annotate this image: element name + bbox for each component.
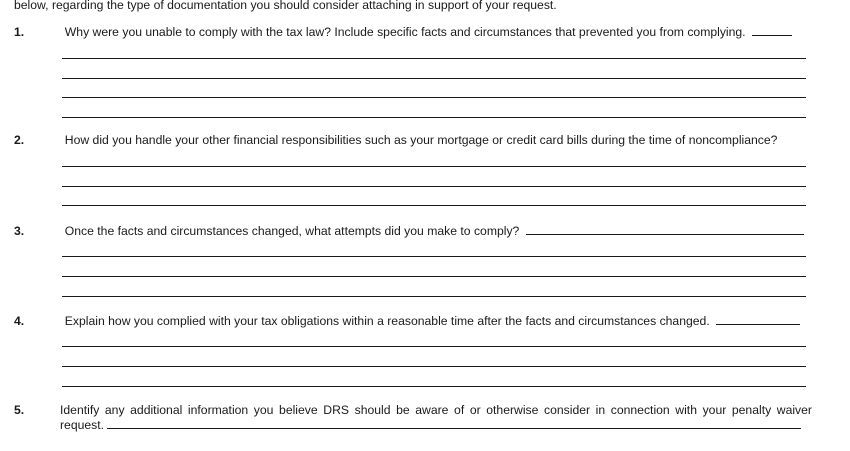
answer-blank-inline[interactable]: [752, 34, 792, 36]
question-number: 4.: [14, 314, 25, 328]
answer-blank-inline[interactable]: [526, 233, 804, 235]
question-number: 2.: [14, 133, 25, 147]
question-2: [14, 133, 777, 147]
answer-line-1c[interactable]: [62, 97, 806, 98]
answer-line-2c[interactable]: [62, 205, 806, 206]
intro-text: below, regarding the type of documentation you should consider attaching in support of your request.: [14, 0, 557, 12]
answer-line-4b[interactable]: [62, 366, 806, 367]
answer-line-1a[interactable]: [62, 58, 806, 59]
answer-line-3b[interactable]: [62, 276, 806, 277]
question-text-continued: [60, 418, 801, 432]
question-1: [14, 25, 792, 39]
answer-line-4a[interactable]: [62, 346, 806, 347]
question-text: Identify any additional information you believe DRS should be aware of or otherwise consider in connection with your penalty waiver: [60, 403, 812, 417]
answer-line-2a[interactable]: [62, 166, 806, 167]
question-number: 1.: [14, 25, 25, 39]
question-text-end: request.: [60, 418, 105, 432]
answer-line-4c[interactable]: [62, 386, 806, 387]
answer-line-3a[interactable]: [62, 256, 806, 257]
answer-line-3c[interactable]: [62, 296, 806, 297]
question-text: Explain how you complied with your tax obligations within a reasonable time after the facts and circumstances changed.: [64, 314, 710, 328]
question-3: [14, 224, 804, 238]
answer-line-2b[interactable]: [62, 186, 806, 187]
question-4: [14, 314, 800, 328]
answer-blank-inline[interactable]: [716, 323, 800, 325]
answer-line-1d[interactable]: [62, 117, 806, 118]
question-text: Why were you unable to comply with the tax law? Include specific facts and circumstances that prevented you from complying.: [64, 25, 746, 39]
question-number: 5.: [14, 403, 25, 417]
question-number: 3.: [14, 224, 25, 238]
answer-line-1b[interactable]: [62, 78, 806, 79]
answer-blank-inline[interactable]: [107, 427, 801, 429]
question-text: Once the facts and circumstances changed, what attempts did you make to comply?: [64, 224, 520, 238]
question-text: How did you handle your other financial responsibilities such as your mortgage or credit card bills during the time of noncompliance?: [64, 133, 778, 147]
